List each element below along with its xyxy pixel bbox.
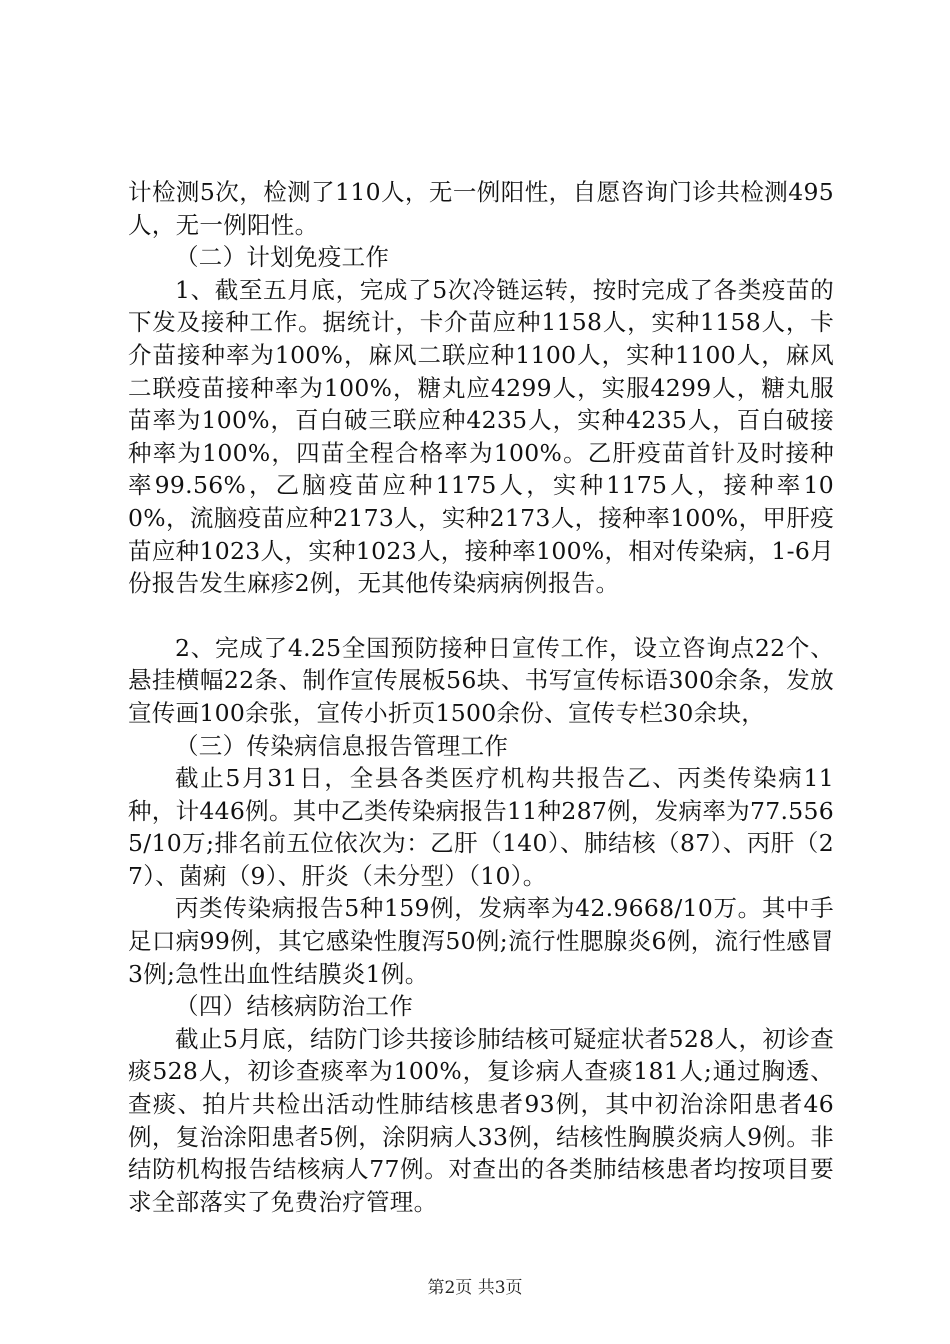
paragraph-class-c-cases: 丙类传染病报告5种159例，发病率为42.9668/10万。其中手足口病99例，其它感染性腹泻50例;流行性腮腺炎6例，流行性感冒3例;急性出血性结膜炎1例。 [128, 894, 834, 988]
section-heading-infectious-reporting: （三）传染病信息报告管理工作 [175, 731, 509, 760]
paragraph-testing-summary: 计检测5次，检测了110人，无一例阳性，自愿咨询门诊共检测495人，无一例阳性。 [128, 178, 834, 239]
paragraph-gap [128, 600, 834, 632]
paragraph-publicity-day: 2、完成了4.25全国预防接种日宣传工作，设立咨询点22个、悬挂横幅22条、制作宣传展板56块、书写宣传标语300余条，发放宣传画100余张，宣传小折页1500余份、宣传专栏30余块， [128, 633, 834, 727]
section-heading-tuberculosis: （四）结核病防治工作 [175, 992, 413, 1021]
page-number-footer: 第2页 共3页 [427, 1278, 523, 1298]
paragraph-class-b-cases: 截止5月31日，全县各类医疗机构共报告乙、丙类传染病11种，计446例。其中乙类传染病报告11种287例，发病率为77.5565/10万;排名前五位依次为：乙肝（140）、肺结核（87）、丙肝（27）、菌痢（9）、肝炎（未分型）（10）。 [128, 764, 834, 890]
document-body [128, 176, 834, 1218]
paragraph-tuberculosis-stats: 截止5月底，结防门诊共接诊肺结核可疑症状者528人，初诊查痰528人，初诊查痰率为100%，复诊病人查痰181人;通过胸透、查痰、拍片共检出活动性肺结核患者93例，其中初治涂阳患者46例，复治涂阳患者5例，涂阴病人33例，结核性胸膜炎病人9例。非结防机构报告结核病人77例。对查出的各类肺结核患者均按项目要求全部落实了免费治疗管理。 [128, 1024, 834, 1216]
paragraph-vaccination-stats: 1、截至五月底，完成了5次冷链运转，按时完成了各类疫苗的下发及接种工作。据统计，卡介苗应种1158人，实种1158人，卡介苗接种率为100%，麻风二联应种1100人，实种1100人，麻风二联疫苗接种率为100%，糖丸应4299人，实服4299人，糖丸服苗率为100%，百白破三联应种4235人，实种4235人，百白破接种率为100%，四苗全程合格率为100%。乙肝疫苗首针及时接种率99.56%，乙脑疫苗应种1175人，实种1175人，接种率100%，流脑疫苗应种2173人，实种2173人，接种率100%，甲肝疫苗应种1023人，实种1023人，接种率100%，相对传染病，1-6月份报告发生麻疹2例，无其他传染病病例报告。 [128, 275, 834, 598]
section-heading-immunization: （二）计划免疫工作 [175, 243, 390, 272]
